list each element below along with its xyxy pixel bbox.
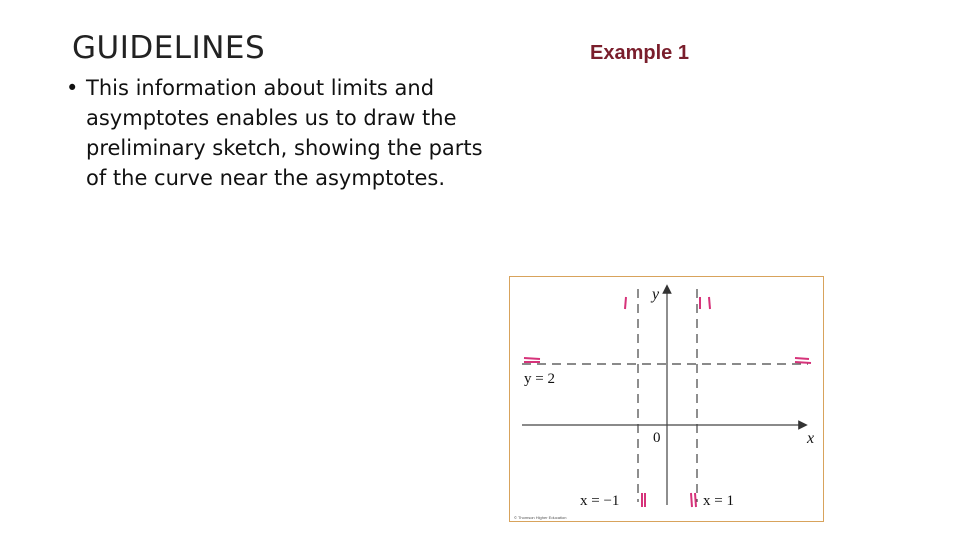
bullet-list bbox=[66, 73, 506, 193]
copyright-text: © Thomson Higher Education bbox=[514, 515, 567, 520]
curve-mark-bottom-right-a bbox=[691, 493, 692, 507]
example-label: Example 1 bbox=[590, 42, 689, 64]
curve-mark-left-upper bbox=[524, 358, 540, 359]
x-axis-label: x bbox=[807, 430, 815, 447]
curve-mark-top-left bbox=[625, 297, 626, 309]
origin-label: 0 bbox=[653, 430, 661, 446]
y-axis-label: y bbox=[652, 286, 660, 303]
slide-title: GUIDELINES bbox=[72, 30, 266, 66]
bullet-item bbox=[66, 73, 506, 193]
curve-mark-bottom-right-b bbox=[695, 493, 696, 507]
left-asymptote-label: x = −1 bbox=[580, 493, 620, 509]
right-asymptote-label: x = 1 bbox=[703, 493, 734, 509]
curve-mark-top-right-outer bbox=[709, 297, 710, 309]
asymptote-sketch-figure bbox=[509, 276, 824, 522]
bullet-text: This information about limits and asymptotes enables us to draw the preliminary sketch, showing the parts of the curve near the asymptotes. bbox=[86, 76, 483, 190]
curve-mark-right-lower bbox=[795, 362, 811, 363]
curve-mark-right-upper bbox=[795, 358, 809, 359]
bullet-dot: • bbox=[66, 76, 79, 100]
horizontal-asymptote-label: y = 2 bbox=[524, 371, 555, 387]
asymptote-sketch-svg bbox=[510, 277, 825, 523]
